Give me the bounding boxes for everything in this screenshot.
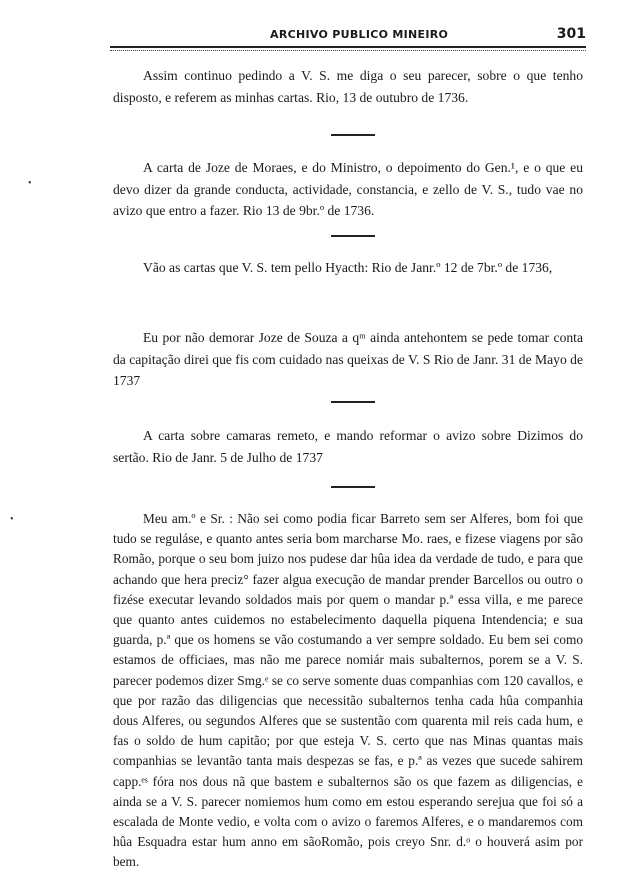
- section-divider: [331, 235, 375, 237]
- letter-paragraph-4: Eu por não demorar Joze de Souza a qᵐ ainda antehontem se pede tomar conta da capitação direi que fis com cuidado nas queixas de V. S Rio de Janr. 31 de Mayo de 1737: [113, 330, 583, 388]
- margin-mark: •: [10, 514, 14, 525]
- running-title: ARCHIVO PUBLICO MINEIRO: [270, 28, 449, 41]
- page-number: 301: [556, 26, 586, 42]
- margin-mark: •: [28, 178, 32, 189]
- section-divider: [331, 401, 375, 403]
- letter-paragraph-3: Vão as cartas que V. S. tem pello Hyacth: Rio de Janr.º 12 de 7br.º de 1736,: [143, 260, 553, 275]
- letter-paragraph-5: A carta sobre camaras remeto, e mando reformar o avizo sobre Dizimos do sertão. Rio de Janr. 5 de Julho de 1737: [113, 428, 583, 465]
- letter-paragraph-2: A carta de Joze de Moraes, e do Ministro, o depoimento do Gen.¹, e o que eu devo dizer da grande conducta, actividade, constancia, e zello de V. S., tudo vae no avizo que entro a fazer. Rio 13 de 9br.º de 1736.: [113, 160, 583, 218]
- letter-paragraph-6: Meu am.º e Sr. : Não sei como podia ficar Barreto sem ser Alferes, bom foi que tudo se reguláse, e quanto antes seria bom marcharse Mo. raes, e fizese viagens por são Romão, porque o seu bom juizo nos pudese dar hûa idea da verdade de tudo, e para que achando que hera preciz° fazer algua execução de mandar prender Barcellos ou outro o fizése executar levando soldados mais por quem o mandar p.ª essa villa, e me parece que quanto antes cuidemos no estabelecimento daquella piquena Intendencia; e sua guarda, p.ª que os homens se vão costumando a ver sempre soldado. Eu bem sei como estamos de officiaes, mas não me parece nomiár mais subalternos, porem se a V. S. parecer podemos dizer Smg.ᵉ se co serve somente duas companhias com 120 cavallos, e que por razão das diligencias que necessitão subalternos tenha cada hûa companhia dous Alferes, ou segundos Alferes que se sustentão com quarenta mil reis cada hum, e fas o soldo de hum capitão; por que esteja V. S. certo que nas Minas quantas mais companhias se levantão tanta mais despezas se fas, e p.ª as vezes que sucede sahirem capp.ᵉˢ fóra nos dous nã que bastem e subalternos são os que fazem as diligencias, e ainda se a V. S. parecer nomiemos hum como em estou esperando serejua que foi só a escalada de Monte vedio, e volta com o avizo o faremos Alferes, e o mandaremos com hûa Esquadra estar hum anno em sãoRomão, pois creyo Snr. d.ᵒ o houverá asim por bem.: [113, 511, 583, 870]
- section-divider: [331, 486, 375, 488]
- section-divider: [331, 134, 375, 136]
- header-rule: [110, 46, 586, 48]
- page-header: [110, 26, 586, 46]
- header-dotted-rule: [110, 50, 586, 51]
- letter-paragraph-1: Assim continuo pedindo a V. S. me diga o seu parecer, sobre o que tenho disposto, e referem as minhas cartas. Rio, 13 de outubro de 1736.: [113, 68, 583, 105]
